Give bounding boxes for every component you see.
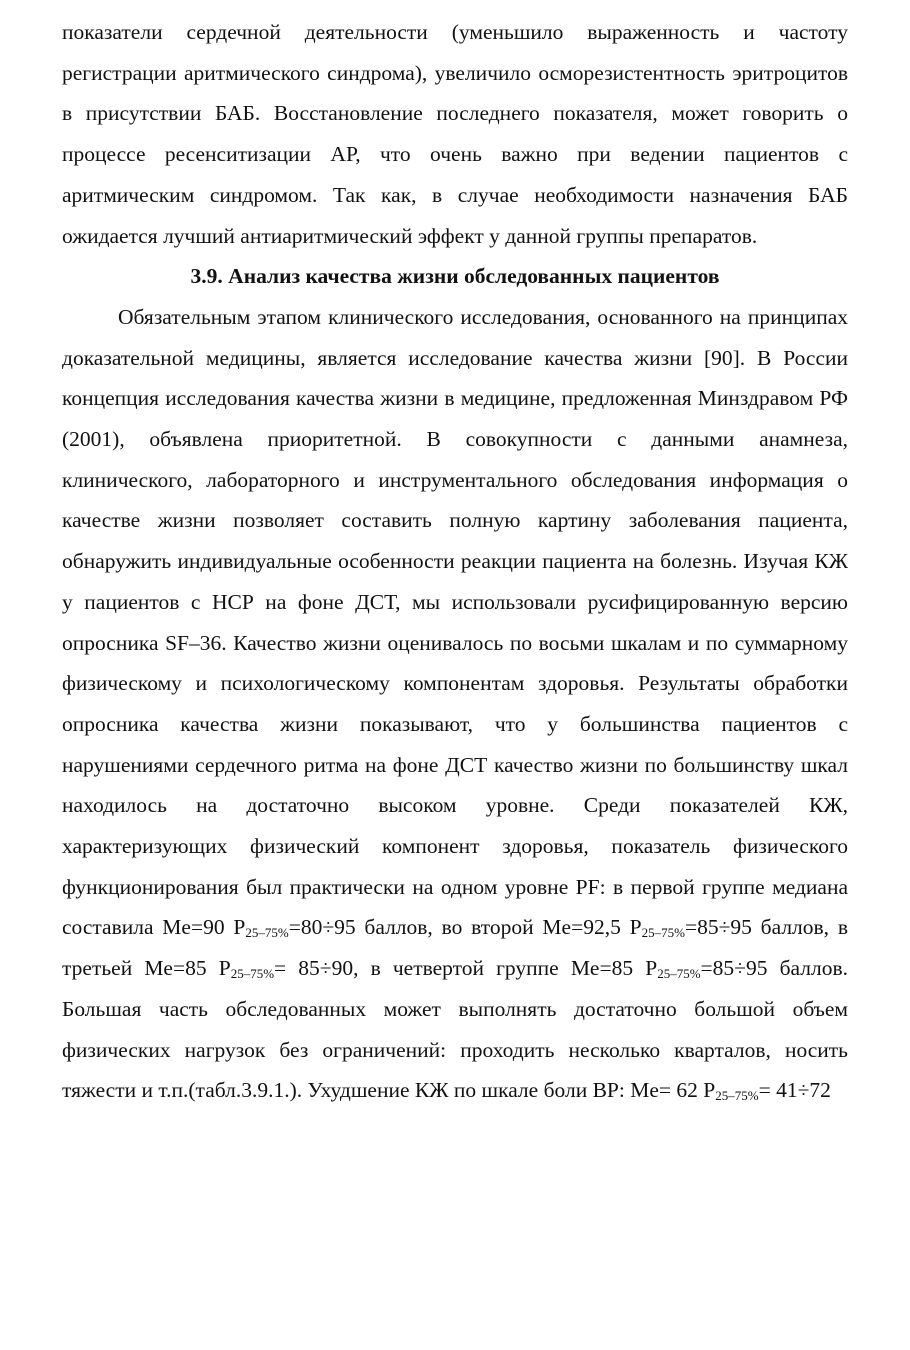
section-heading: 3.9. Анализ качества жизни обследованных пациентов: [190, 264, 720, 289]
percentile-subscript: 25–75%: [657, 966, 701, 982]
text-run: =80÷95 баллов, во второй Me=92,5 P: [288, 915, 642, 940]
document-page: [62, 12, 848, 1111]
percentile-subscript: 25–75%: [715, 1088, 759, 1104]
text-run: = 85÷90, в четвертой группе Me=85 P: [274, 956, 658, 981]
percentile-subscript: 25–75%: [245, 925, 289, 941]
text-run: =85÷95 баллов, в третьей Me=85 P: [62, 915, 849, 981]
text-run: =85÷95 баллов. Большая часть обследованных может выполнять достаточно большой объем физических нагрузок без ограничений: проходить несколько кварталов, носить тяжести и т.п.(табл.3.9.1.). Ухудшение КЖ по шкале боли BP: Me= 62 P: [62, 956, 848, 1103]
paragraph-sensitization: показатели сердечной деятельности (уменьшило выраженность и частоту регистрации аритмического синдрома), увеличило осморезистентность эритроцитов в присутствии БАБ. Восстановление последнего показателя, может говорить о процессе ресенситизации АР, что очень важно при ведении пациентов с аритмическим синдромом. Так как, в случае необходимости назначения БАБ ожидается лучший антиаритмический эффект у данной группы препаратов.: [62, 20, 848, 248]
paragraph-quality-of-life: [62, 297, 848, 1111]
text-run: = 41÷72: [758, 1078, 831, 1103]
percentile-subscript: 25–75%: [641, 925, 685, 941]
percentile-subscript: 25–75%: [230, 966, 275, 982]
text-run: Обязательным этапом клинического исследования, основанного на принципах доказательной медицины, является исследование качества жизни [90]. В России концепция исследования качества жизни в медицине, предложенная Минздравом РФ (2001), объявлена приоритетной. В совокупности с данными анамнеза, клинического, лабораторного и инструментального обследования информация о качестве жизни позволяет составить полную картину заболевания пациента, обнаружить индивидуальные особенности реакции пациента на болезнь. Изучая КЖ у пациентов с НСР на фоне ДСТ, мы использовали русифицированную версию опросника SF–36. Качество жизни оценивалось по восьми шкалам и по суммарному физическому и психологическому компонентам здоровья. Результаты обработки опросника качества жизни показывают, что у большинства пациентов с нарушениями сердечного ритма на фоне ДСТ качество жизни по большинству шкал находилось на достаточно высоком уровне. Среди показателей КЖ, характеризующих физический компонент здоровья, показатель физического функционирования был практически на одном уровне PF: в первой группе медиана составила Me=90 P: [62, 304, 848, 940]
